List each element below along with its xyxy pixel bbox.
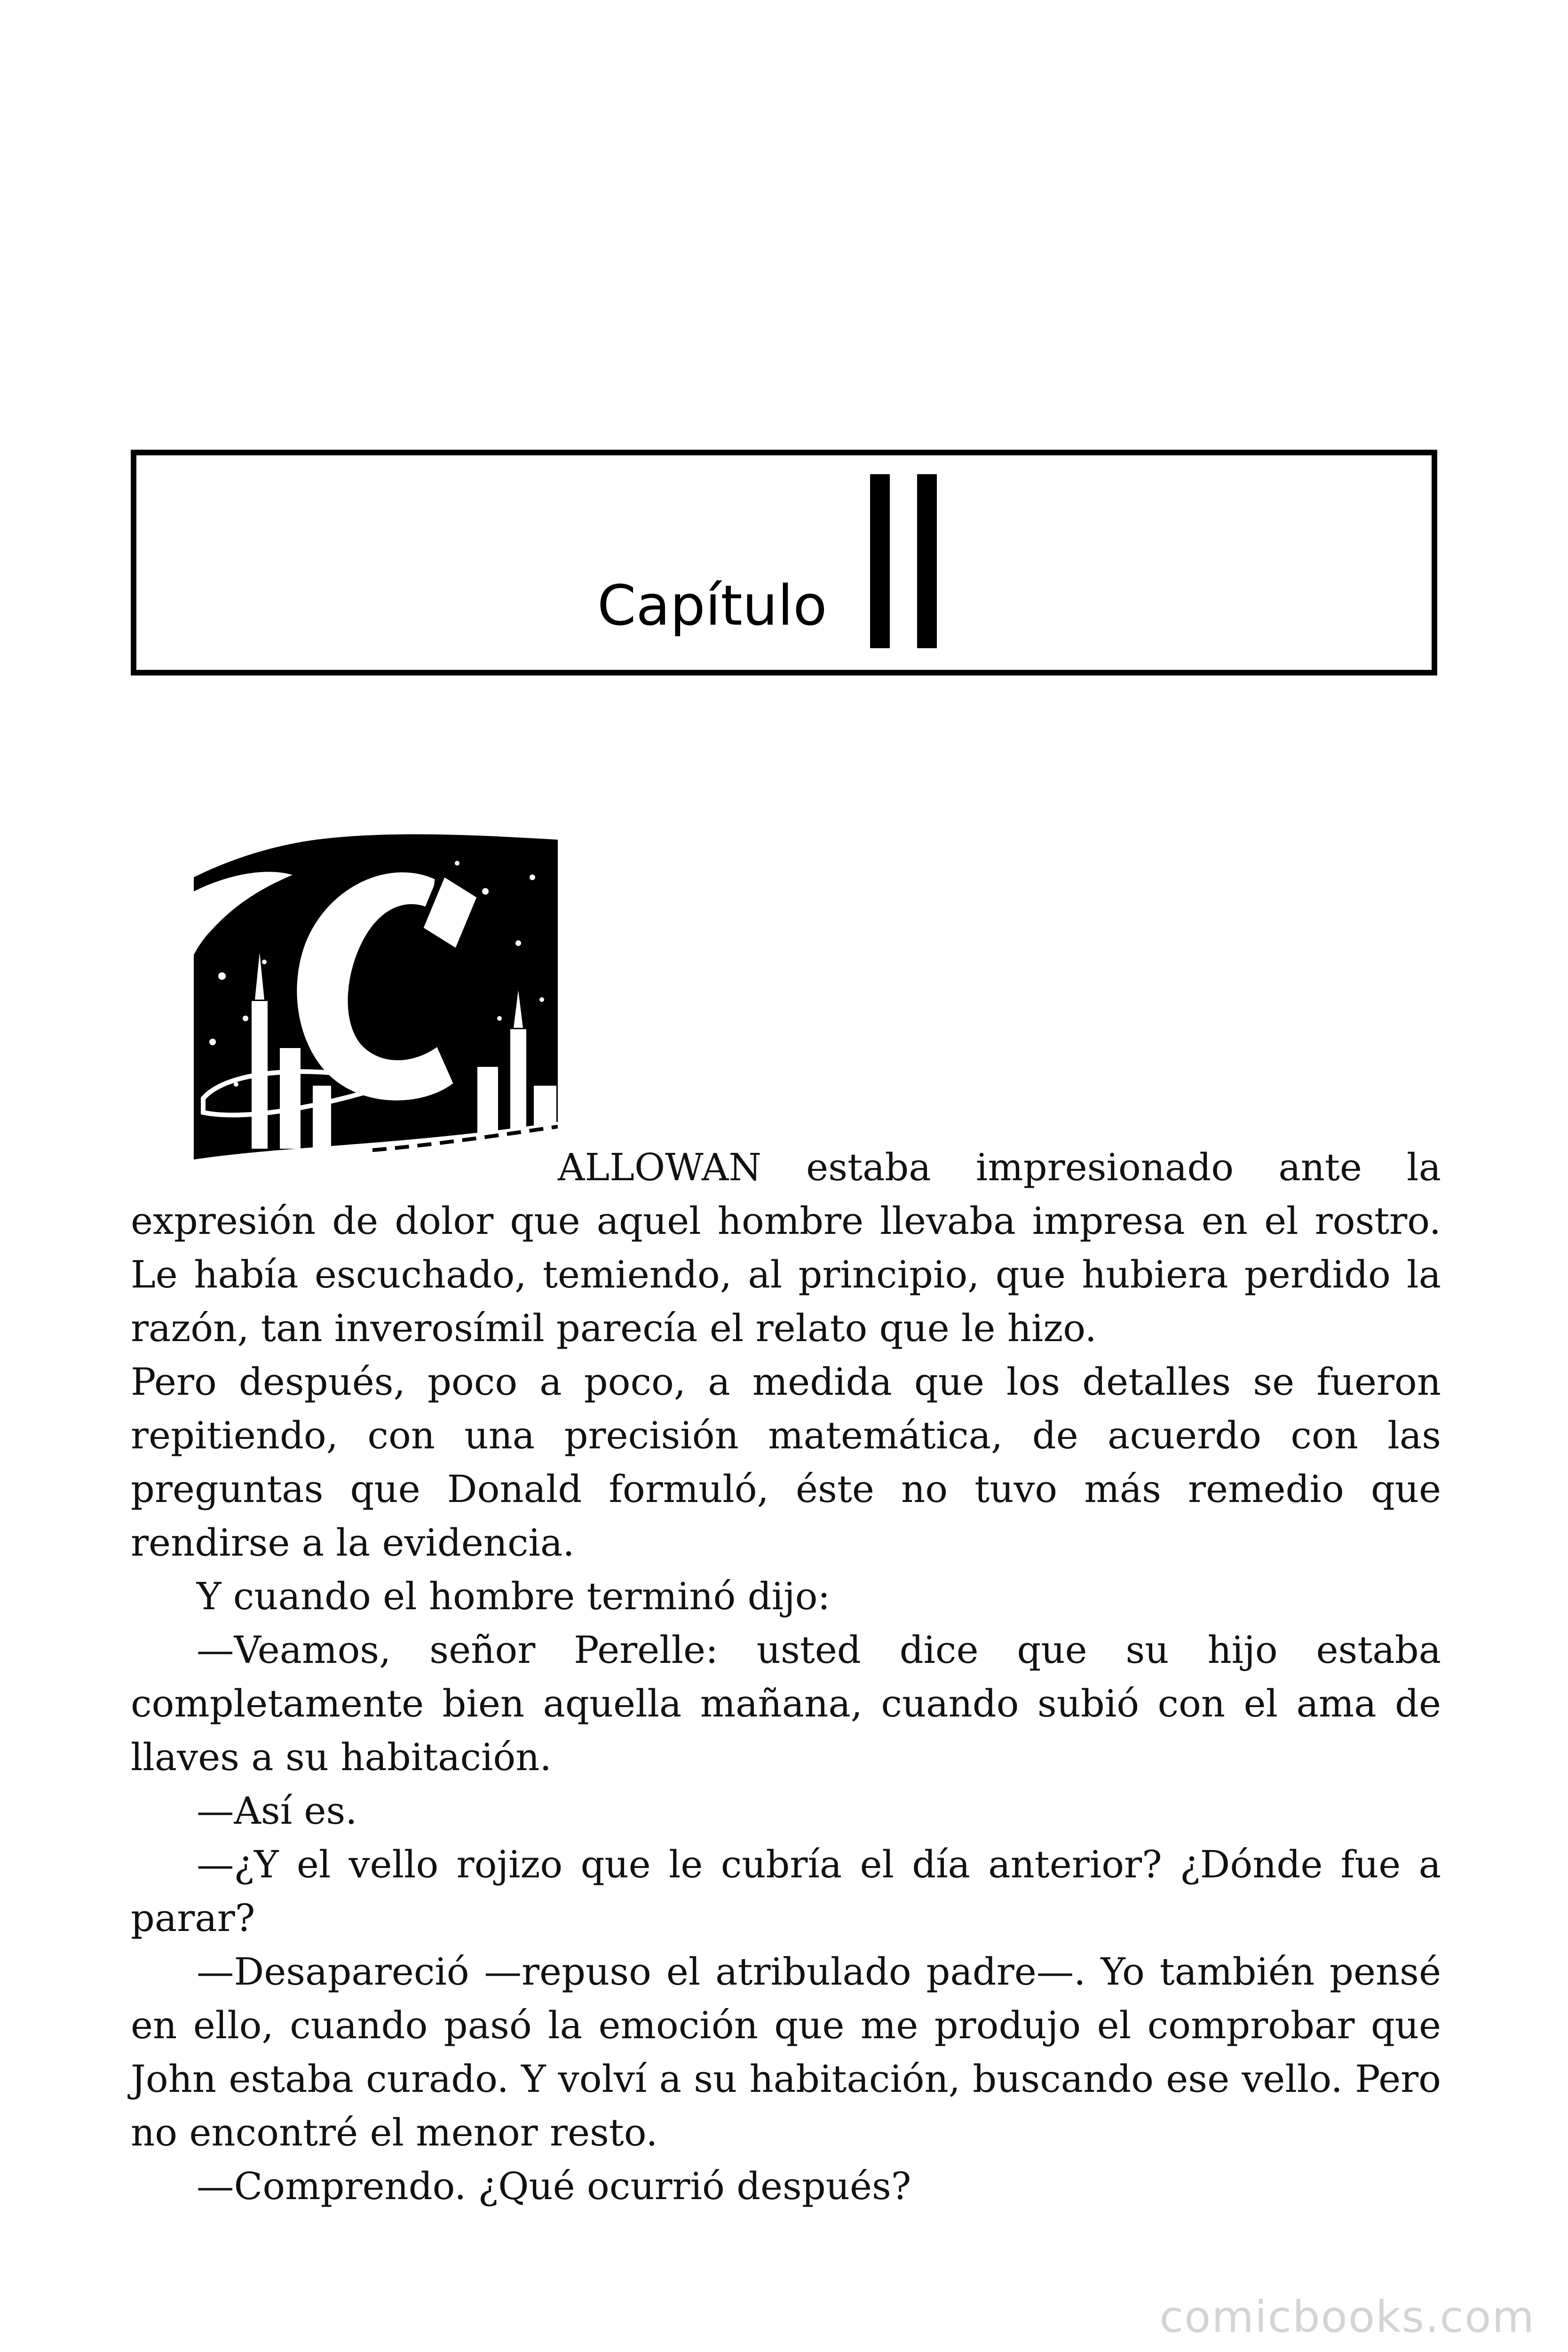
- roman-numeral-stroke: [870, 474, 890, 648]
- paragraph-text: ALLOWAN estaba impresionado ante la expresión de dolor que aquel hombre llevaba impresa en el rostro. Le había escuchado, temiendo, al principio, que hubiera perdido la razón, tan inverosímil parecía el relato que le hizo.: [131, 1145, 1441, 1350]
- chapter-label: Capítulo: [597, 573, 827, 638]
- paragraph: Pero después, poco a poco, a medida que los detalles se fueron repitiendo, con una precisión matemática, de acuerdo con las preguntas que Donald formuló, éste no tuvo más remedio que rendirse a la evidencia.: [131, 1360, 1441, 1565]
- paragraph: —Veamos, señor Perelle: usted dice que su hijo estaba completamente bien aquella mañana, cuando subió con el ama de llaves a su habitación.: [131, 1628, 1441, 1779]
- paragraph: Y cuando el hombre terminó dijo:: [197, 1574, 831, 1618]
- chapter-number-roman-two: [870, 474, 937, 648]
- paragraph: —Desapareció —repuso el atribulado padre—. Yo también pensé en ello, cuando pasó la emoción que me produjo el comprobar que John estaba curado. Y volví a su habitación, buscando ese vello. Pero no encontré el menor resto.: [131, 1950, 1441, 2154]
- paragraph: —Comprendo. ¿Qué ocurrió después?: [197, 2164, 911, 2208]
- watermark: comicbooks.com: [1159, 2292, 1535, 2342]
- roman-numeral-stroke: [917, 474, 937, 648]
- paragraph: —Así es.: [197, 1789, 357, 1833]
- chapter-heading-box: [131, 450, 1437, 675]
- drop-cap-illustration: [194, 821, 558, 1178]
- body-text: [131, 1141, 1441, 2213]
- drop-cap-city-night-image: [194, 821, 558, 1178]
- paragraph-first: [131, 1141, 1441, 1355]
- paragraph: —¿Y el vello rojizo que le cubría el día anterior? ¿Dónde fue a parar?: [131, 1843, 1441, 1940]
